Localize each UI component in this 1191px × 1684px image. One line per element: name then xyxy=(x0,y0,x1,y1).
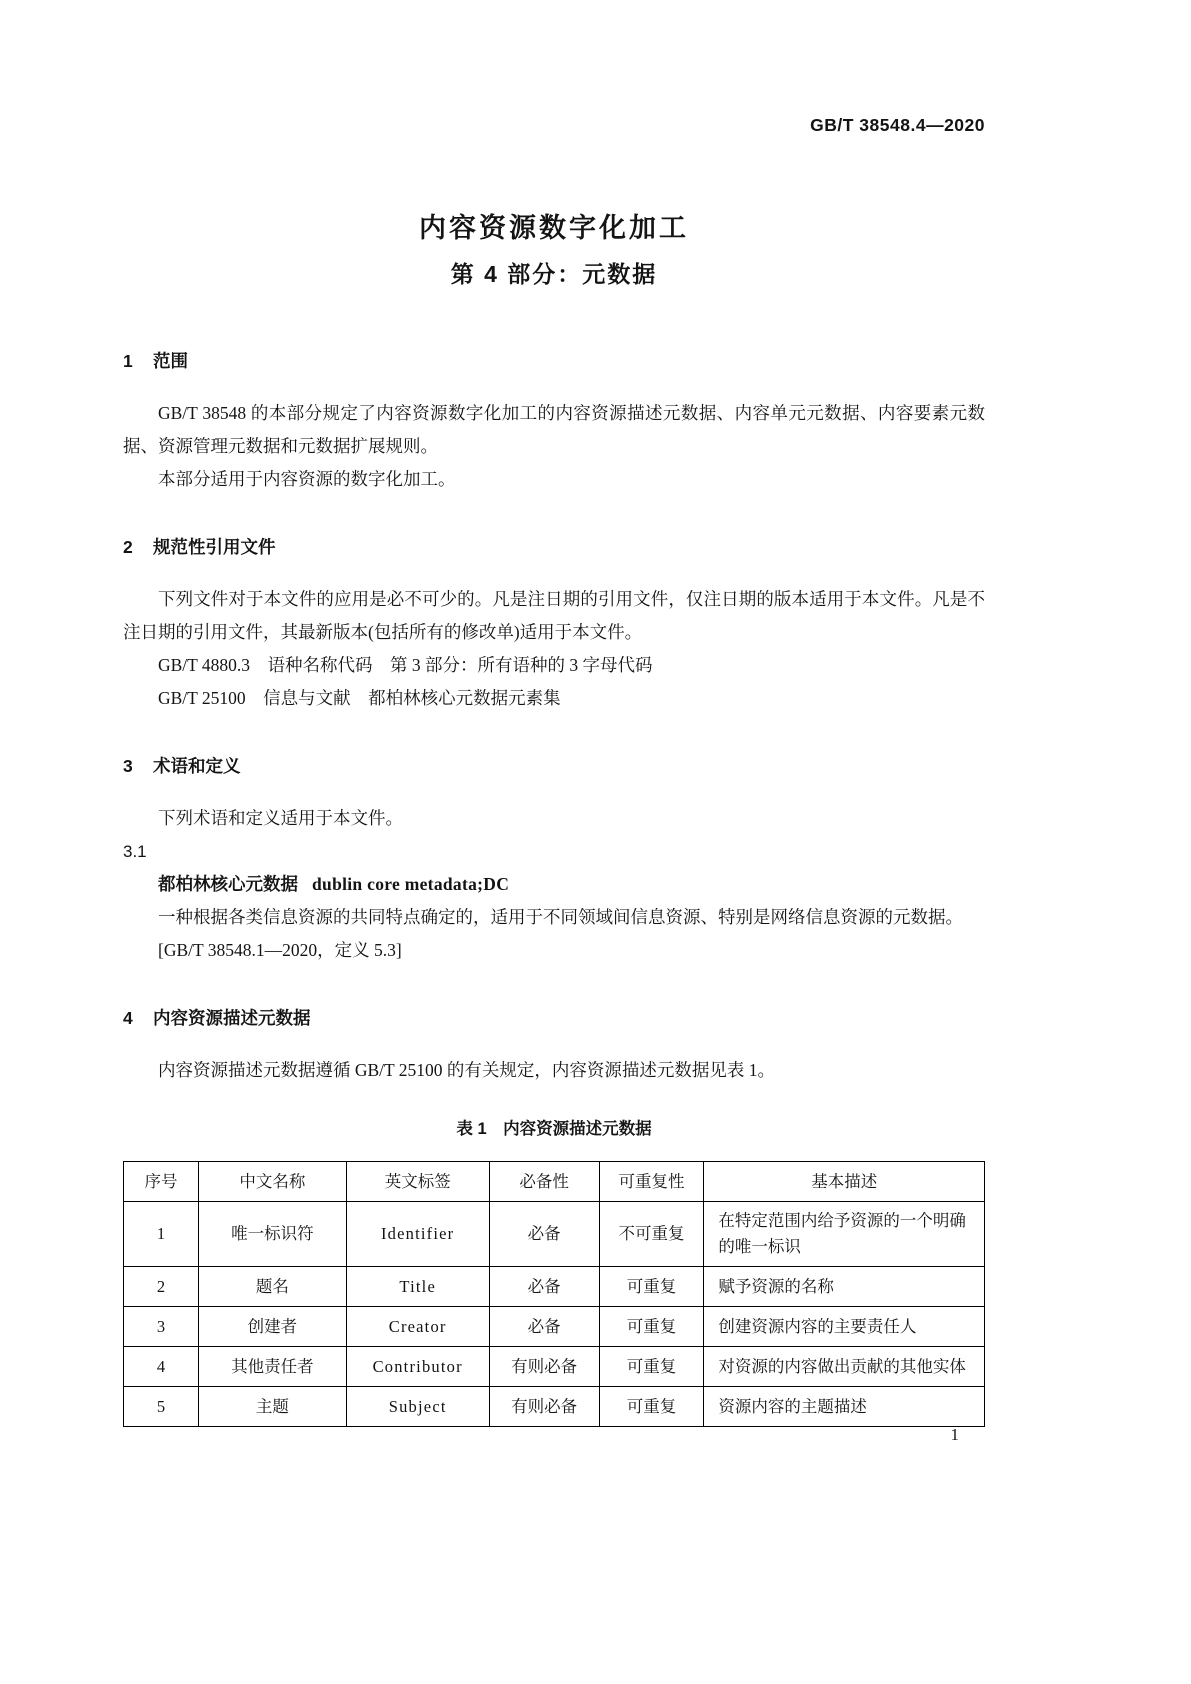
cell-english-label: Title xyxy=(346,1267,489,1307)
page-number: 1 xyxy=(950,1425,959,1444)
cell-repeatable: 可重复 xyxy=(599,1347,704,1387)
term-line xyxy=(123,868,985,901)
section-3-heading xyxy=(123,755,985,778)
cell-required: 有则必备 xyxy=(489,1387,599,1427)
normative-reference-1: GB/T 4880.3 语种名称代码 第 3 部分：所有语种的 3 字母代码 xyxy=(158,655,653,675)
cell-english-label: Creator xyxy=(346,1307,489,1347)
document-title xyxy=(123,210,985,290)
column-header-repeatable: 可重复性 xyxy=(599,1162,704,1202)
cell-chinese-name: 唯一标识符 xyxy=(198,1202,346,1267)
cell-required: 有则必备 xyxy=(489,1347,599,1387)
term-chinese: 都柏林核心元数据 xyxy=(158,874,298,894)
cell-seq: 1 xyxy=(124,1202,199,1267)
section-2-paragraph-1: 下列文件对于本文件的应用是必不可少的。凡是注日期的引用文件，仅注日期的版本适用于本文件。凡是不注日期的引用文件，其最新版本(包括所有的修改单)适用于本文件。 xyxy=(123,589,985,642)
cell-description: 在特定范围内给予资源的一个明确的唯一标识 xyxy=(704,1202,985,1267)
cell-repeatable: 可重复 xyxy=(599,1307,704,1347)
cell-required: 必备 xyxy=(489,1267,599,1307)
cell-seq: 4 xyxy=(124,1347,199,1387)
cell-chinese-name: 其他责任者 xyxy=(198,1347,346,1387)
title-line-2: 第 4 部分：元数据 xyxy=(450,261,658,287)
cell-required: 必备 xyxy=(489,1202,599,1267)
cell-chinese-name: 题名 xyxy=(198,1267,346,1307)
table-row xyxy=(124,1347,985,1387)
title-line-1: 内容资源数字化加工 xyxy=(419,213,689,243)
cell-description: 创建资源内容的主要责任人 xyxy=(704,1307,985,1347)
section-3-number: 3 xyxy=(123,756,133,776)
cell-english-label: Contributor xyxy=(346,1347,489,1387)
section-2-heading xyxy=(123,536,985,559)
table-row xyxy=(124,1387,985,1427)
section-1-paragraph-2: 本部分适用于内容资源的数字化加工。 xyxy=(158,469,456,489)
column-header-seq: 序号 xyxy=(124,1162,199,1202)
section-3-title: 术语和定义 xyxy=(153,756,241,776)
section-4-paragraph-1: 内容资源描述元数据遵循 GB/T 25100 的有关规定，内容资源描述元数据见表 1。 xyxy=(158,1060,776,1080)
column-header-chinese-name: 中文名称 xyxy=(198,1162,346,1202)
section-1-heading xyxy=(123,350,985,373)
cell-seq: 2 xyxy=(124,1267,199,1307)
standard-number: GB/T 38548.4—2020 xyxy=(810,115,985,135)
section-2-title: 规范性引用文件 xyxy=(153,537,276,557)
section-1-number: 1 xyxy=(123,351,133,371)
section-4-number: 4 xyxy=(123,1008,133,1028)
normative-reference-2: GB/T 25100 信息与文献 都柏林核心元数据元素集 xyxy=(158,688,561,708)
section-1-paragraph-1: GB/T 38548 的本部分规定了内容资源数字化加工的内容资源描述元数据、内容单元元数据、内容要素元数据、资源管理元数据和元数据扩展规则。 xyxy=(123,403,985,456)
cell-required: 必备 xyxy=(489,1307,599,1347)
cell-chinese-name: 创建者 xyxy=(198,1307,346,1347)
table-row xyxy=(124,1307,985,1347)
table-1-caption: 表 1 内容资源描述元数据 xyxy=(456,1120,652,1138)
table-row xyxy=(124,1267,985,1307)
table-1 xyxy=(123,1161,985,1427)
term-clause-number: 3.1 xyxy=(123,842,147,861)
cell-repeatable: 不可重复 xyxy=(599,1202,704,1267)
cell-chinese-name: 主题 xyxy=(198,1387,346,1427)
term-definition: 一种根据各类信息资源的共同特点确定的，适用于不同领域间信息资源、特别是网络信息资源的元数据。 xyxy=(158,907,963,927)
page-content xyxy=(123,0,985,1427)
section-4-heading xyxy=(123,1007,985,1030)
section-2-number: 2 xyxy=(123,537,133,557)
term-source: [GB/T 38548.1—2020，定义 5.3] xyxy=(158,940,402,960)
section-1-title: 范围 xyxy=(153,351,188,371)
cell-english-label: Identifier xyxy=(346,1202,489,1267)
cell-description: 赋予资源的名称 xyxy=(704,1267,985,1307)
column-header-english-label: 英文标签 xyxy=(346,1162,489,1202)
cell-description: 资源内容的主题描述 xyxy=(704,1387,985,1427)
section-3-intro: 下列术语和定义适用于本文件。 xyxy=(158,808,403,828)
cell-english-label: Subject xyxy=(346,1387,489,1427)
column-header-required: 必备性 xyxy=(489,1162,599,1202)
term-english: dublin core metadata;DC xyxy=(312,874,510,894)
column-header-description: 基本描述 xyxy=(704,1162,985,1202)
cell-seq: 3 xyxy=(124,1307,199,1347)
section-4-title: 内容资源描述元数据 xyxy=(153,1008,311,1028)
cell-description: 对资源的内容做出贡献的其他实体 xyxy=(704,1347,985,1387)
table-header-row xyxy=(124,1162,985,1202)
cell-repeatable: 可重复 xyxy=(599,1267,704,1307)
table-row xyxy=(124,1202,985,1267)
cell-repeatable: 可重复 xyxy=(599,1387,704,1427)
cell-seq: 5 xyxy=(124,1387,199,1427)
